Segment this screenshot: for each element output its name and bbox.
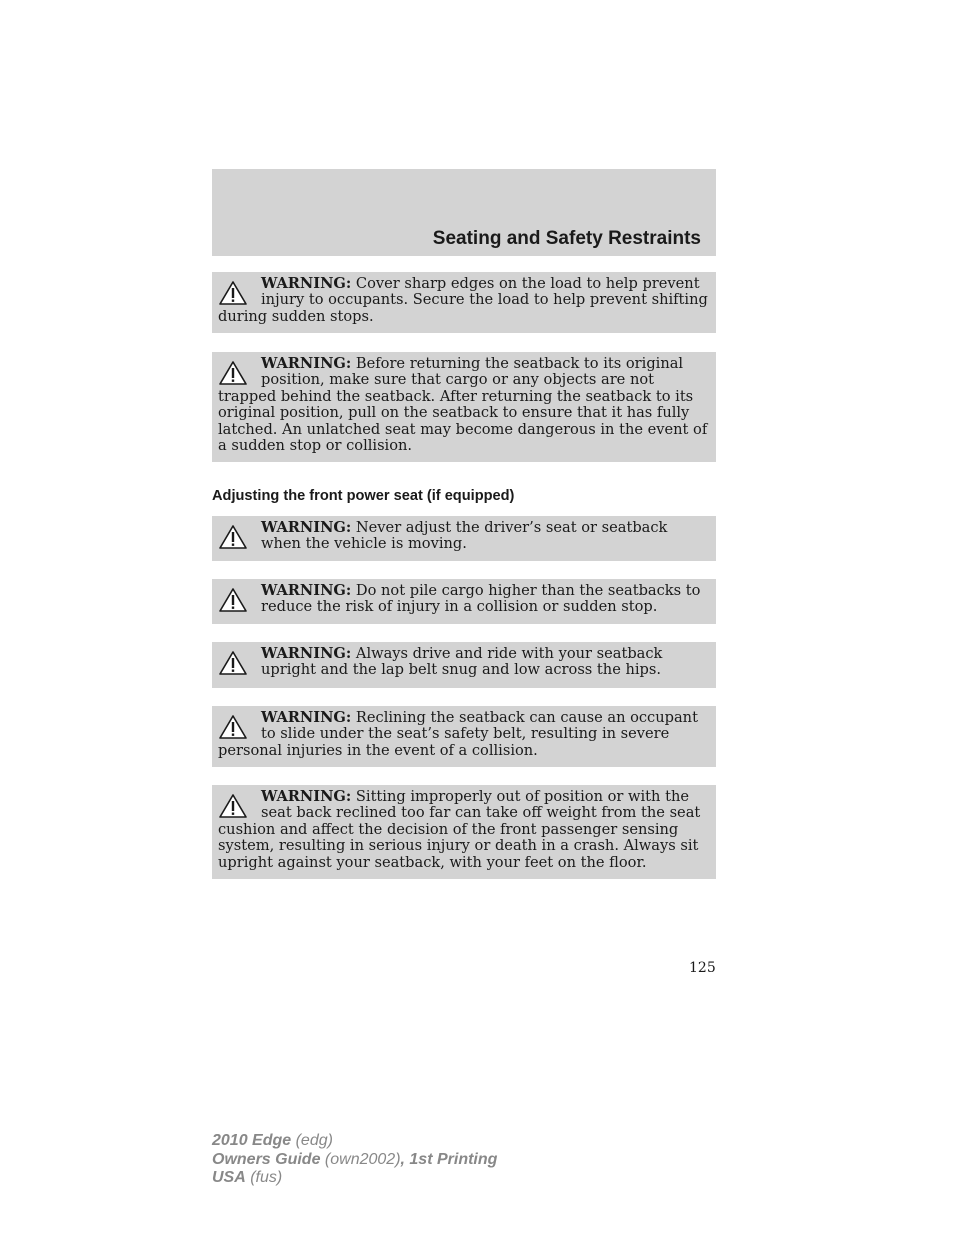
warning-label: WARNING: xyxy=(261,709,352,726)
page-number: 125 xyxy=(689,960,716,976)
warning-text: Never adjust the driver’s seat or seatback when the vehicle is moving. xyxy=(261,519,668,553)
section-title: Seating and Safety Restraints xyxy=(432,228,701,249)
warning-box xyxy=(212,642,716,688)
warning-triangle-icon xyxy=(218,524,248,550)
warning-text: Cover sharp edges on the load to help prevent injury to occupants. Secure the load to help prevent shifting during sudden stops. xyxy=(218,275,708,325)
warning-text: Sitting improperly out of position or with the seat back reclined too far can take off weight from the seat cushion and affect the decision of the front passenger sensing system, resulting in serious injury or death in a crash. Always sit upright against your seatback, with your feet on the floor. xyxy=(218,788,701,871)
warning-text: Always drive and ride with your seatback upright and the lap belt snug and low across the hips. xyxy=(261,645,663,679)
footer-line-2: Owners Guide (own2002), 1st Printing xyxy=(212,1150,498,1168)
warning-label: WARNING: xyxy=(261,275,352,292)
warning-text: Before returning the seatback to its original position, make sure that cargo or any objects are not trapped behind the seatback. After returning the seatback to its original position, pull on the seatback to ensure that it has fully latched. An unlatched seat may become dangerous in the event of a sudden stop or collision. xyxy=(218,355,708,455)
section-header-band xyxy=(212,169,716,256)
warning-label: WARNING: xyxy=(261,519,352,536)
warning-triangle-icon xyxy=(218,280,248,306)
warning-text: Reclining the seatback can cause an occupant to slide under the seat’s safety belt, resulting in severe personal injuries in the event of a collision. xyxy=(218,709,698,759)
warning-box xyxy=(212,272,716,333)
warning-label: WARNING: xyxy=(261,645,352,662)
warning-triangle-icon xyxy=(218,714,248,740)
footer-line-1: 2010 Edge (edg) xyxy=(212,1132,333,1149)
warning-text: Do not pile cargo higher than the seatbacks to reduce the risk of injury in a collision or sudden stop. xyxy=(261,582,701,616)
warning-box xyxy=(212,706,716,767)
document-footer xyxy=(212,1132,497,1188)
warning-label: WARNING: xyxy=(261,355,352,372)
footer-line-3: USA (fus) xyxy=(212,1169,283,1186)
warning-box xyxy=(212,516,716,561)
warning-label: WARNING: xyxy=(261,788,352,805)
subheading: Adjusting the front power seat (if equipped) xyxy=(212,488,515,504)
warning-triangle-icon xyxy=(218,587,248,613)
warning-box xyxy=(212,785,716,879)
warning-box xyxy=(212,579,716,624)
warning-triangle-icon xyxy=(218,793,248,819)
warning-triangle-icon xyxy=(218,650,248,676)
warning-box xyxy=(212,352,716,462)
warning-label: WARNING: xyxy=(261,582,352,599)
warning-triangle-icon xyxy=(218,360,248,386)
